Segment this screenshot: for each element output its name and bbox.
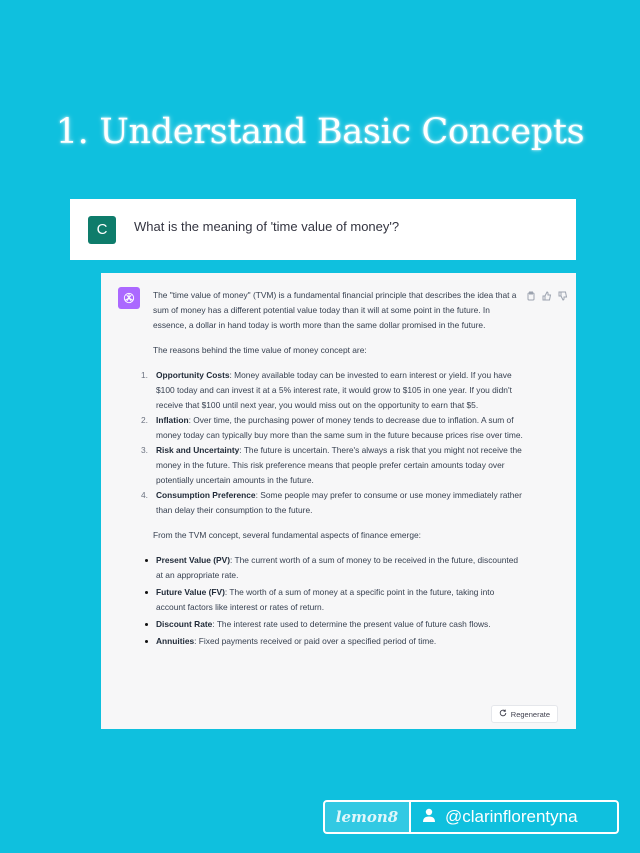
reasons-intro: The reasons behind the time value of money concept are: [153, 345, 367, 355]
lemon8-logo: lemon8 [325, 802, 411, 832]
aspects-intro: From the TVM concept, several fundamental aspects of finance emerge: [153, 530, 421, 540]
list-item: 1. Opportunity Costs: Money available today can be invested to earn interest or yield. If you have $100 today and can invest it at a 5% interest rate, it would grow to $105 in one year. If you didn't receive that $100 until next year, you would miss out on the opportunity to earn that $5. [141, 370, 512, 410]
list-item: Future Value (FV): The worth of a sum of money at a specific point in the future, taking into account factors like interest or rates of return. [153, 585, 523, 615]
assistant-message [101, 273, 576, 729]
reasons-list [141, 368, 523, 518]
intro-paragraph: The "time value of money" (TVM) is a fundamental financial principle that describes the idea that a sum of money has a different potential value today than it will at some point in the future. In essence, a dollar in hand today is worth more than the same dollar promised in the future. [153, 290, 517, 330]
feedback-actions [526, 288, 568, 298]
list-item: Discount Rate: The interest rate used to determine the present value of future cash flows. [153, 617, 523, 632]
list-item: Present Value (PV): The current worth of a sum of money to be received in the future, discounted at an appropriate rate. [153, 553, 523, 583]
thumbs-down-icon[interactable] [558, 288, 568, 298]
clipboard-icon[interactable] [526, 288, 536, 298]
list-item: Annuities: Fixed payments received or paid over a specified period of time. [153, 634, 523, 649]
username: @clarinflorentyna [445, 807, 578, 826]
thumbs-up-icon[interactable] [542, 288, 552, 298]
watermark-bar [323, 800, 619, 834]
chatgpt-logo-icon [118, 287, 140, 309]
user-question-text: What is the meaning of 'time value of money'? [134, 219, 400, 234]
list-item: 4. Consumption Preference: Some people may prefer to consume or use money immediately rather than delay their consumption to the future. [141, 490, 522, 515]
refresh-icon [499, 709, 507, 719]
regenerate-button[interactable] [491, 705, 558, 723]
page-title: 1. Understand Basic Concepts [55, 112, 585, 152]
person-icon [421, 807, 437, 828]
aspects-list [153, 553, 523, 649]
assistant-response [141, 288, 523, 651]
creator-handle [411, 802, 617, 832]
user-avatar: C [88, 216, 116, 244]
user-message [70, 199, 576, 260]
regenerate-label: Regenerate [510, 709, 550, 719]
list-item: 3. Risk and Uncertainty: The future is uncertain. There's always a risk that you might not receive the money in the future. This risk preference means that people prefer certain amounts today over potentially uncertain amounts in the future. [141, 445, 522, 485]
list-item: 2. Inflation: Over time, the purchasing power of money tends to decrease due to inflation. A sum of money today can typically buy more than the same sum in the future because prices rise over time. [141, 415, 523, 440]
